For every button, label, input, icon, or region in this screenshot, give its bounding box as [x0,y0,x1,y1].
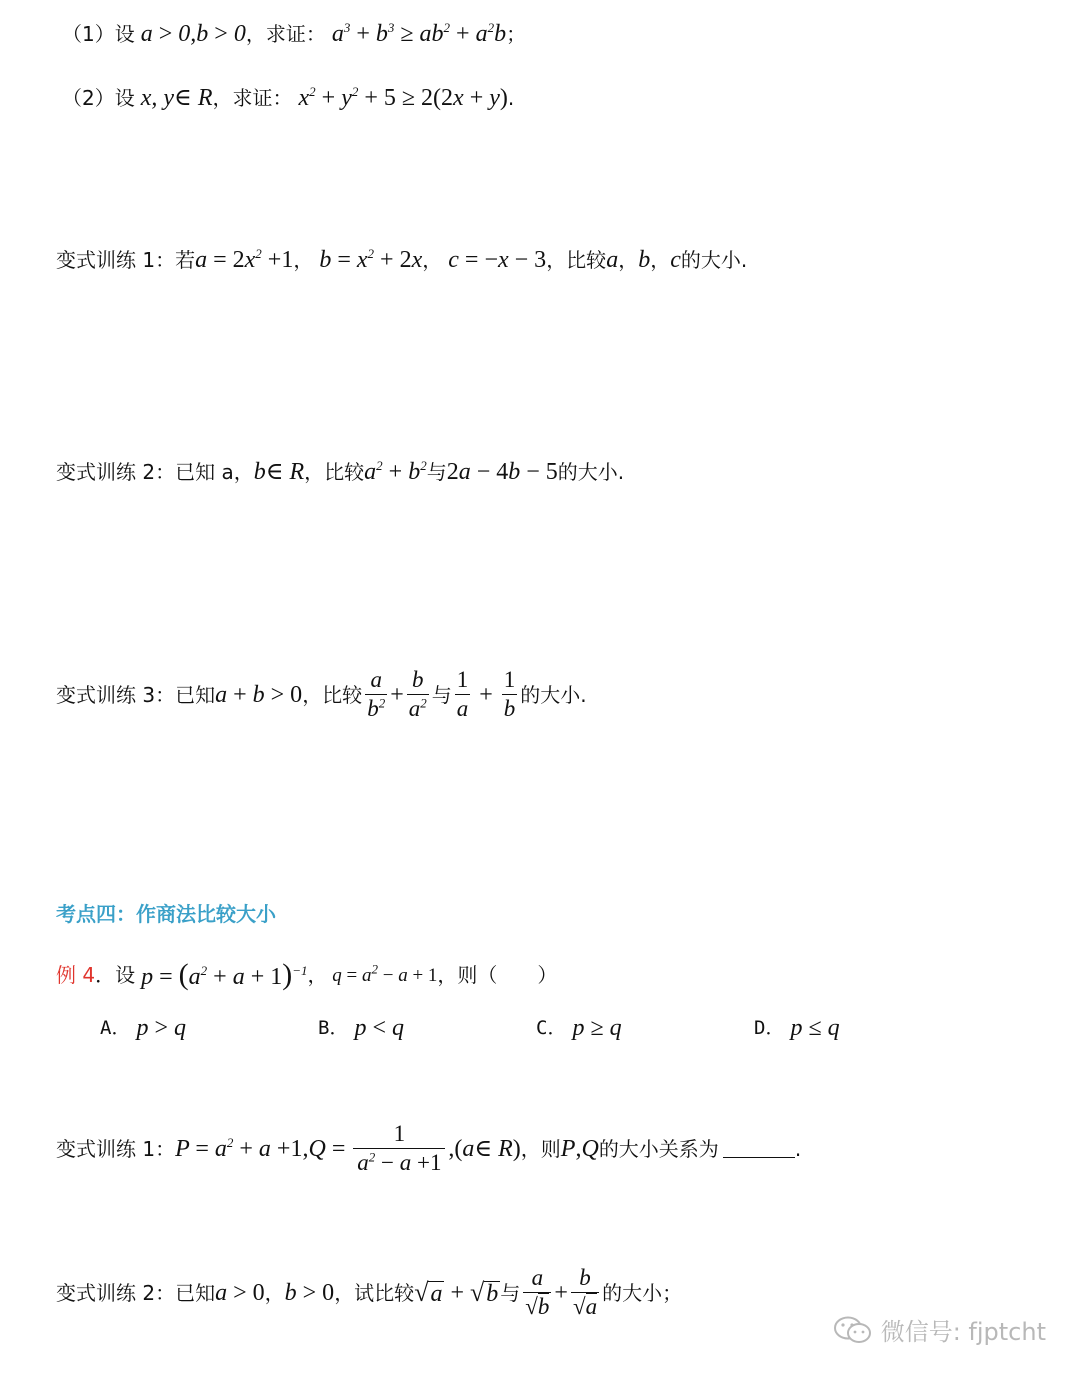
watermark-text: 微信号: fjptcht [880,1318,1046,1346]
section-heading: 考点四：作商法比较大小 [56,902,276,926]
option-a[interactable]: A． p > q [100,1015,186,1041]
variant-a-2: 变式训练 2：已知 a， b∈ R ，比较 $a^2 + b^2$ 与 2a − 4b − 5 的大小. [56,458,625,485]
fraction-1-over-b: $\frac{1}{b}$ [503,667,516,722]
fraction-a-over-b2: $\frac{a}{b^2}$ [367,667,386,722]
watermark [833,1312,1046,1347]
option-d[interactable]: D． p ≤ q [754,1015,840,1041]
variant-a-1: 变式训练 1：若 $a = 2x^2 +1$ ， $b = x^2 + 2x$ ， c = −x − 3 ，比较 a ， b ， c 的大小. [56,246,748,273]
answer-blank[interactable] [723,1139,795,1158]
example-4: 例 4 ．设 $p = (a^2 + a + 1)^{-1}$ ， $q = a^2 - a + 1$ ，则（ ） [56,958,558,991]
variant-b-1: 变式训练 1： $P = a^2 + a +1,Q$ = $\frac{1}{a^2 - a +1}$ ,(a∈ R) ，则 P,Q 的大小关系为 . [56,1121,802,1176]
fraction-q-definition: $\frac{1}{a^2 - a +1}$ [353,1122,445,1175]
variant-a-3: 变式训练 3：已知 a + b > 0 ，比较 $\frac{a}{b^2}$ + $\frac{b}{a^2}$ 与 $\frac{1}{a}$ + $\frac{1}{b}$ 的大小. [56,667,587,722]
condition-expression: a > 0,b > 0 [134,21,246,47]
problem-1-part-1: （1）设 a > 0,b > 0 ，求证： $a^3 + b^3 \ge ab^2 + a^2b$ ； [62,20,527,47]
fraction-b-over-sqrt-a: $\frac{b}{√a}$ [572,1265,598,1320]
condition-expression: x, y∈ R [134,85,213,111]
example-label: 例 4 [56,963,96,987]
fraction-a-over-sqrt-b: $\frac{a}{√b}$ [525,1265,550,1320]
fraction-b-over-a2: $\frac{b}{a^2}$ [408,667,427,722]
wechat-icon [833,1315,873,1345]
option-b[interactable]: B． p < q [318,1015,404,1041]
inequality-expression: $a^3 + b^3 \ge ab^2 + a^2b$ [325,20,507,47]
option-c[interactable]: C． p ≥ q [536,1015,622,1041]
sqrt-b: √ b [470,1277,499,1307]
fraction-1-over-a: $\frac{1}{a}$ [456,667,469,722]
variant-b-2: 变式训练 2：已知 a > 0 ， b > 0 ，试比较 √ a + √ b 与 $\frac{a}{√b}$ + $\frac{b}{√a}$ 的大小； [56,1265,683,1320]
problem-1-part-2: （2）设 x, y∈ R ，求证： $x^2 + y^2 + 5 \ge 2(2x + y)$ . [62,84,515,111]
sqrt-a: √ a [414,1277,443,1307]
inequality-expression: $x^2 + y^2 + 5 \ge 2(2x + y)$ [292,84,508,111]
